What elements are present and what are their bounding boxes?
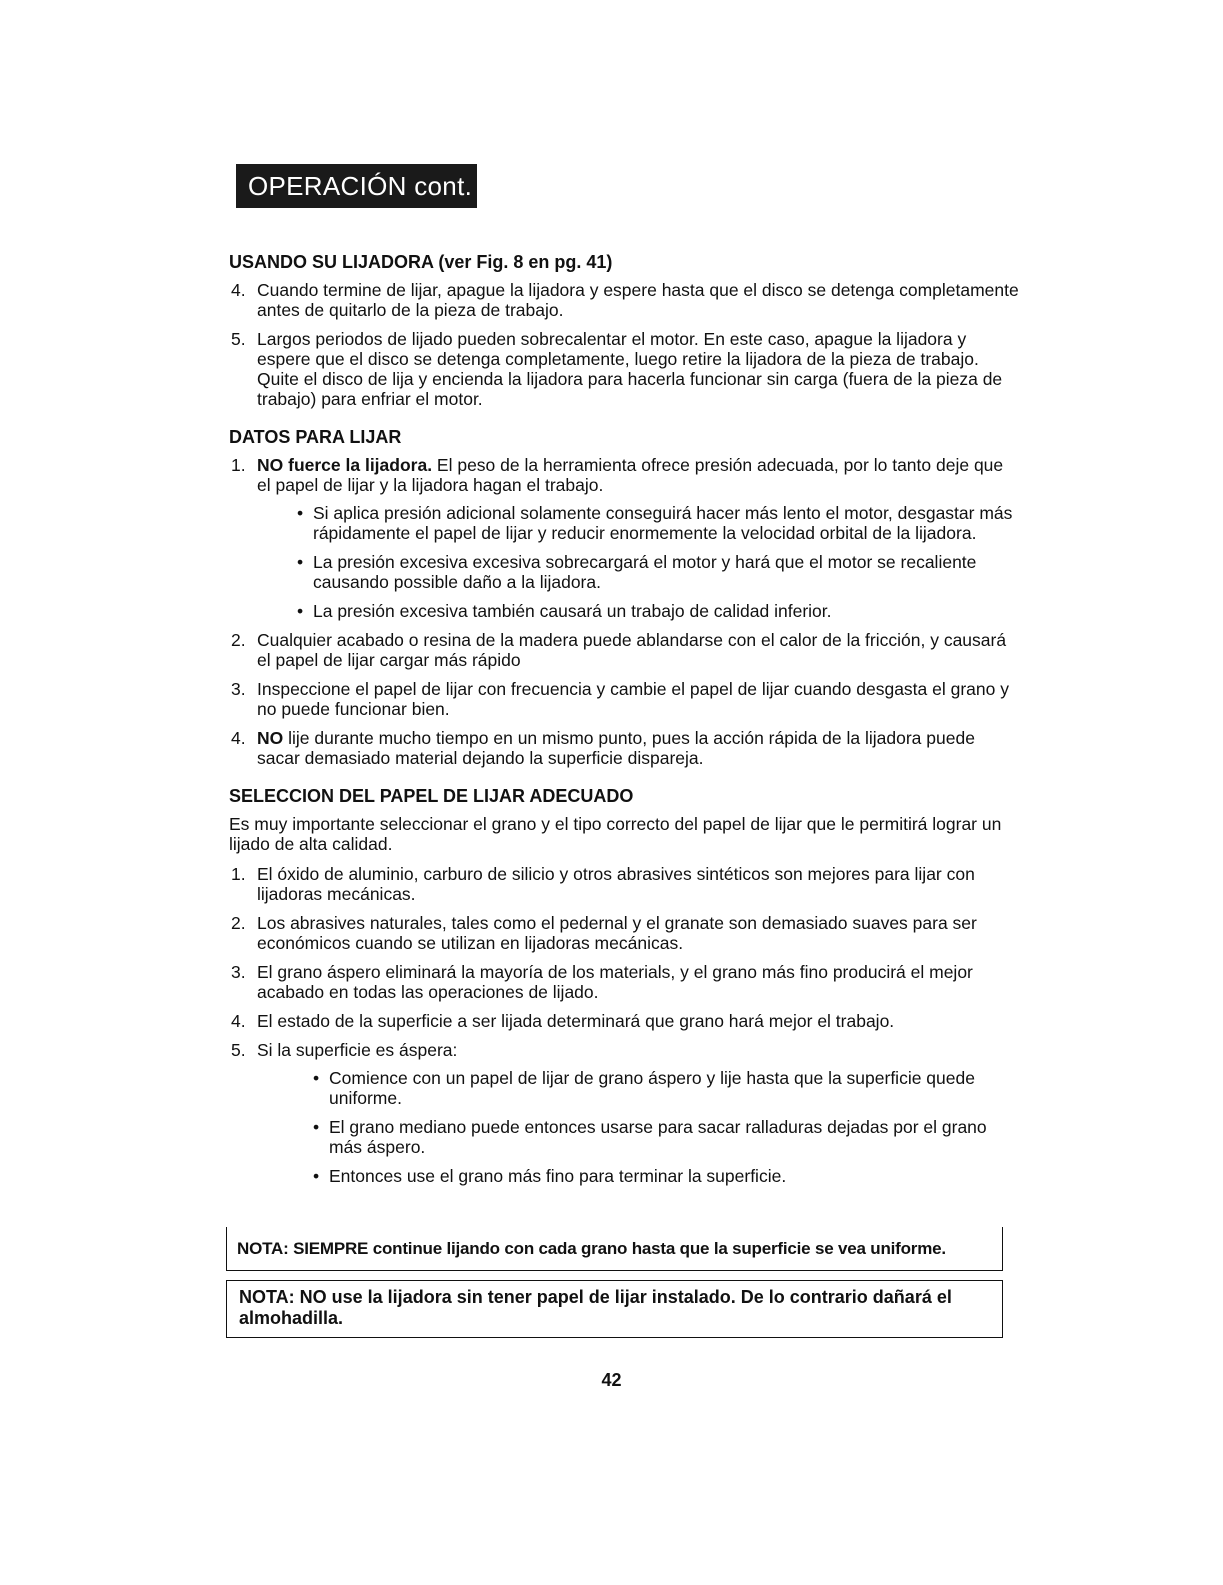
- item-emphasis: NO fuerce la lijadora.: [257, 455, 433, 475]
- list-item: [229, 280, 1019, 320]
- item-number: 4.: [231, 728, 246, 748]
- item-emphasis: NO: [257, 728, 284, 748]
- section-heading: USANDO SU LIJADORA (ver Fig. 8 en pg. 41): [229, 252, 613, 272]
- item-text: Los abrasives naturales, tales como el pedernal y el granate son demasiado suaves para ser económicos cuando se utilizan en lijadoras mecánicas.: [257, 913, 977, 953]
- bullet-icon: •: [297, 601, 304, 621]
- list-item: [229, 630, 1019, 670]
- item-number: 5.: [231, 329, 246, 349]
- bullet-icon: •: [297, 552, 304, 572]
- item-text: Largos periodos de lijado pueden sobrecalentar el motor. En este caso, apague la lijadora y espere que el disco se detenga completamente, luego retire la lijadora de la pieza de trabajo. Quite el disco de lija y encienda la lijadora para hacerla funcionar sin carga (fuera de la pieza de trabajo) para enfriar el motor.: [257, 329, 1003, 409]
- item-text: El peso de la herramienta ofrece presión adecuada, por lo tanto deje que el papel de lijar y la lijadora hagan el trabajo.: [257, 455, 1004, 495]
- bullet-text: Entonces use el grano más fino para terminar la superficie.: [329, 1166, 787, 1186]
- list-item: [229, 864, 1019, 904]
- bullet-icon: •: [297, 503, 304, 523]
- bullet-text: El grano mediano puede entonces usarse para sacar ralladuras dejadas por el grano más áspero.: [329, 1117, 987, 1157]
- section-heading: SELECCION DEL PAPEL DE LIJAR ADECUADO: [229, 786, 634, 806]
- section-heading: DATOS PARA LIJAR: [229, 427, 402, 447]
- bullet-icon: •: [313, 1117, 320, 1137]
- bullet-item: [307, 1166, 1019, 1186]
- bullet-item: [291, 503, 1019, 543]
- bullet-text: Comience con un papel de lijar de grano áspero y lije hasta que la superficie quede uniforme.: [329, 1068, 975, 1108]
- bullet-list: [291, 503, 1019, 621]
- item-number: 5.: [231, 1040, 246, 1060]
- item-number: 3.: [231, 679, 246, 699]
- item-text: lije durante mucho tiempo en un mismo punto, pues la acción rápida de la lijadora puede sacar demasiado material dejando la superficie dispareja.: [257, 728, 975, 768]
- section-sanding-tips: [229, 427, 1019, 768]
- item-number: 2.: [231, 630, 246, 650]
- bullet-item: [291, 601, 1019, 621]
- item-number: 4.: [231, 1011, 246, 1031]
- note-box-paper-installed: NOTA: NO use la lijadora sin tener papel de lijar instalado. De lo contrario dañará el almohadilla.: [226, 1280, 1003, 1338]
- item-number: 2.: [231, 913, 246, 933]
- bullet-item: [291, 552, 1019, 592]
- item-number: 1.: [231, 864, 246, 884]
- section-using-sander: [229, 252, 1019, 409]
- bullet-text: La presión excesiva también causará un trabajo de calidad inferior.: [313, 601, 832, 621]
- item-number: 1.: [231, 455, 246, 475]
- list-item: [229, 728, 1019, 768]
- item-number: 4.: [231, 280, 246, 300]
- section-paper-selection: [229, 786, 1019, 1186]
- item-text: Cualquier acabado o resina de la madera puede ablandarse con el calor de la fricción, y causará el papel de lijar cargar más rápido: [257, 630, 1007, 670]
- list-item: [229, 455, 1019, 621]
- item-text: El grano áspero eliminará la mayoría de los materials, y el grano más fino producirá el mejor acabado en todas las operaciones de lijado.: [257, 962, 973, 1002]
- bullet-text: Si aplica presión adicional solamente conseguirá hacer más lento el motor, desgastar más rápidamente el papel de lijar y reducir enormemente la velocidad orbital de la lijadora.: [313, 503, 1013, 543]
- section-intro: Es muy importante seleccionar el grano y el tipo correcto del papel de lijar que le permitirá lograr un lijado de alta calidad.: [229, 814, 1002, 854]
- item-text: Inspeccione el papel de lijar con frecuencia y cambie el papel de lijar cuando desgasta el grano y no puede funcionar bien.: [257, 679, 1009, 719]
- bullet-icon: •: [313, 1068, 320, 1088]
- item-text: El estado de la superficie a ser lijada determinará que grano hará mejor el trabajo.: [257, 1011, 895, 1031]
- list-item: [229, 1040, 1019, 1186]
- note-box-uniform: NOTA: SIEMPRE continue lijando con cada grano hasta que la superficie se vea uniforme.: [226, 1227, 1003, 1271]
- bullet-icon: •: [313, 1166, 320, 1186]
- bullet-item: [307, 1117, 1019, 1157]
- list-item: [229, 1011, 1019, 1031]
- page-content: [229, 252, 1019, 1204]
- bullet-item: [307, 1068, 1019, 1108]
- list-item: [229, 913, 1019, 953]
- item-text: Si la superficie es áspera:: [257, 1040, 458, 1060]
- bullet-list: [307, 1068, 1019, 1186]
- list-item: [229, 679, 1019, 719]
- item-text: Cuando termine de lijar, apague la lijadora y espere hasta que el disco se detenga completamente antes de quitarlo de la pieza de trabajo.: [257, 280, 1019, 320]
- item-text: El óxido de aluminio, carburo de silicio y otros abrasives sintéticos son mejores para lijar con lijadoras mecánicas.: [257, 864, 975, 904]
- list-item: [229, 329, 1019, 409]
- list-item: [229, 962, 1019, 1002]
- bullet-text: La presión excesiva excesiva sobrecargará el motor y hará que el motor se recaliente causando possible daño a la lijadora.: [313, 552, 977, 592]
- item-number: 3.: [231, 962, 246, 982]
- page-number: 42: [601, 1370, 622, 1390]
- section-banner: OPERACIÓN cont.: [236, 164, 477, 208]
